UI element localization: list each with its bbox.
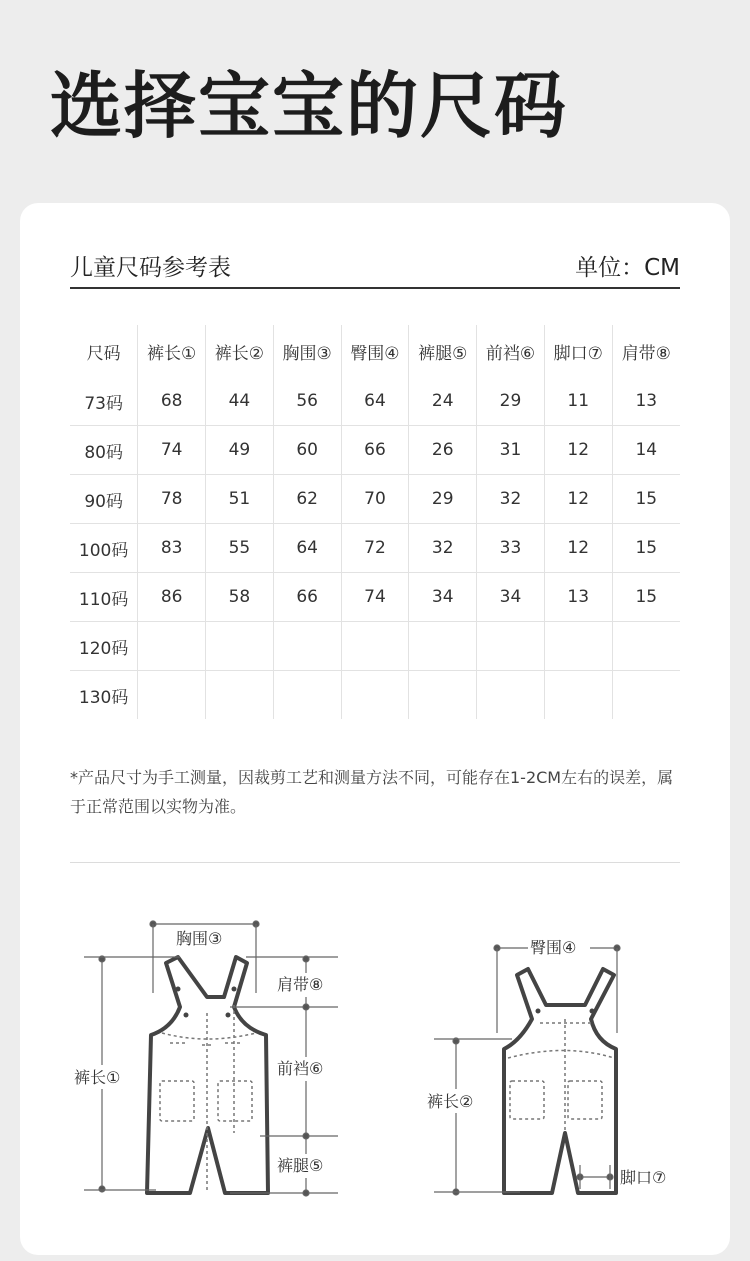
unit-label: 单位：CM (575, 255, 680, 281)
table-row (70, 573, 680, 622)
value-cell: 66 (341, 426, 409, 475)
value-cell: 13 (612, 377, 680, 426)
value-cell: 31 (477, 426, 545, 475)
value-cell: 86 (138, 573, 206, 622)
measurement-note: *产品尺寸为手工测量，因裁剪工艺和测量方法不同，可能存在1-2CM左右的误差，属于正常范围以实物为准。 (70, 768, 674, 816)
value-cell: 12 (544, 426, 612, 475)
value-cell: 13 (544, 573, 612, 622)
value-cell: 51 (206, 475, 274, 524)
value-cell: 49 (206, 426, 274, 475)
header-cell: 裤腿⑤ (409, 325, 477, 377)
value-cell: 72 (341, 524, 409, 573)
value-cell: 55 (206, 524, 274, 573)
value-cell: 15 (612, 475, 680, 524)
size-cell: 110码 (70, 573, 138, 622)
value-cell: 62 (273, 475, 341, 524)
value-cell: 66 (273, 573, 341, 622)
size-cell: 73码 (70, 377, 138, 426)
value-cell: 24 (409, 377, 477, 426)
measurement-diagram (20, 893, 730, 1223)
label-front-rise: 前裆⑥ (277, 1059, 324, 1078)
size-card (20, 203, 730, 1255)
table-header-row (70, 325, 680, 377)
header-cell: 脚口⑦ (544, 325, 612, 377)
value-cell: 33 (477, 524, 545, 573)
value-cell: 58 (206, 573, 274, 622)
value-cell: 74 (341, 573, 409, 622)
value-cell: 83 (138, 524, 206, 573)
value-cell (206, 622, 274, 671)
divider (70, 862, 680, 863)
table-row (70, 671, 680, 720)
value-cell (477, 671, 545, 720)
header-cell: 胸围③ (273, 325, 341, 377)
table-row (70, 622, 680, 671)
size-cell: 100码 (70, 524, 138, 573)
label-hip: 臀围④ (530, 938, 577, 957)
size-cell: 90码 (70, 475, 138, 524)
value-cell: 64 (273, 524, 341, 573)
header-cell: 前裆⑥ (477, 325, 545, 377)
label-length2: 裤长② (427, 1092, 474, 1111)
table-header (70, 249, 680, 289)
page-title: 选择宝宝的尺码 (50, 64, 569, 148)
value-cell (612, 622, 680, 671)
table-row (70, 475, 680, 524)
label-chest: 胸围③ (176, 929, 223, 948)
value-cell: 74 (138, 426, 206, 475)
value-cell: 32 (409, 524, 477, 573)
value-cell (273, 622, 341, 671)
value-cell: 29 (409, 475, 477, 524)
value-cell: 64 (341, 377, 409, 426)
table-body (70, 377, 680, 719)
label-hem: 脚口⑦ (620, 1168, 667, 1187)
value-cell (206, 671, 274, 720)
table-title: 儿童尺码参考表 (70, 255, 231, 281)
header-cell: 裤长① (138, 325, 206, 377)
value-cell (341, 671, 409, 720)
label-leg-width: 裤腿⑤ (277, 1156, 324, 1175)
value-cell (544, 622, 612, 671)
size-cell: 130码 (70, 671, 138, 720)
header-cell: 尺码 (70, 325, 138, 377)
value-cell: 68 (138, 377, 206, 426)
header-cell: 裤长② (206, 325, 274, 377)
value-cell: 60 (273, 426, 341, 475)
value-cell: 15 (612, 573, 680, 622)
value-cell: 34 (409, 573, 477, 622)
value-cell (612, 671, 680, 720)
table-row (70, 377, 680, 426)
value-cell: 34 (477, 573, 545, 622)
value-cell (477, 622, 545, 671)
value-cell: 12 (544, 475, 612, 524)
size-cell: 120码 (70, 622, 138, 671)
value-cell: 70 (341, 475, 409, 524)
value-cell: 56 (273, 377, 341, 426)
value-cell (341, 622, 409, 671)
value-cell: 78 (138, 475, 206, 524)
value-cell (409, 622, 477, 671)
value-cell: 14 (612, 426, 680, 475)
value-cell: 26 (409, 426, 477, 475)
value-cell: 44 (206, 377, 274, 426)
header-cell: 肩带⑧ (621, 343, 671, 364)
value-cell: 11 (544, 377, 612, 426)
value-cell: 32 (477, 475, 545, 524)
size-table (70, 325, 680, 719)
value-cell (273, 671, 341, 720)
value-cell: 29 (477, 377, 545, 426)
table-row (70, 426, 680, 475)
value-cell (138, 622, 206, 671)
value-cell (138, 671, 206, 720)
label-length1: 裤长① (74, 1068, 121, 1087)
value-cell: 15 (612, 524, 680, 573)
size-cell: 80码 (70, 426, 138, 475)
header-cell: 臀围④ (341, 325, 409, 377)
label-strap: 肩带⑧ (277, 975, 324, 994)
table-row (70, 524, 680, 573)
value-cell: 12 (544, 524, 612, 573)
value-cell (409, 671, 477, 720)
value-cell (544, 671, 612, 720)
